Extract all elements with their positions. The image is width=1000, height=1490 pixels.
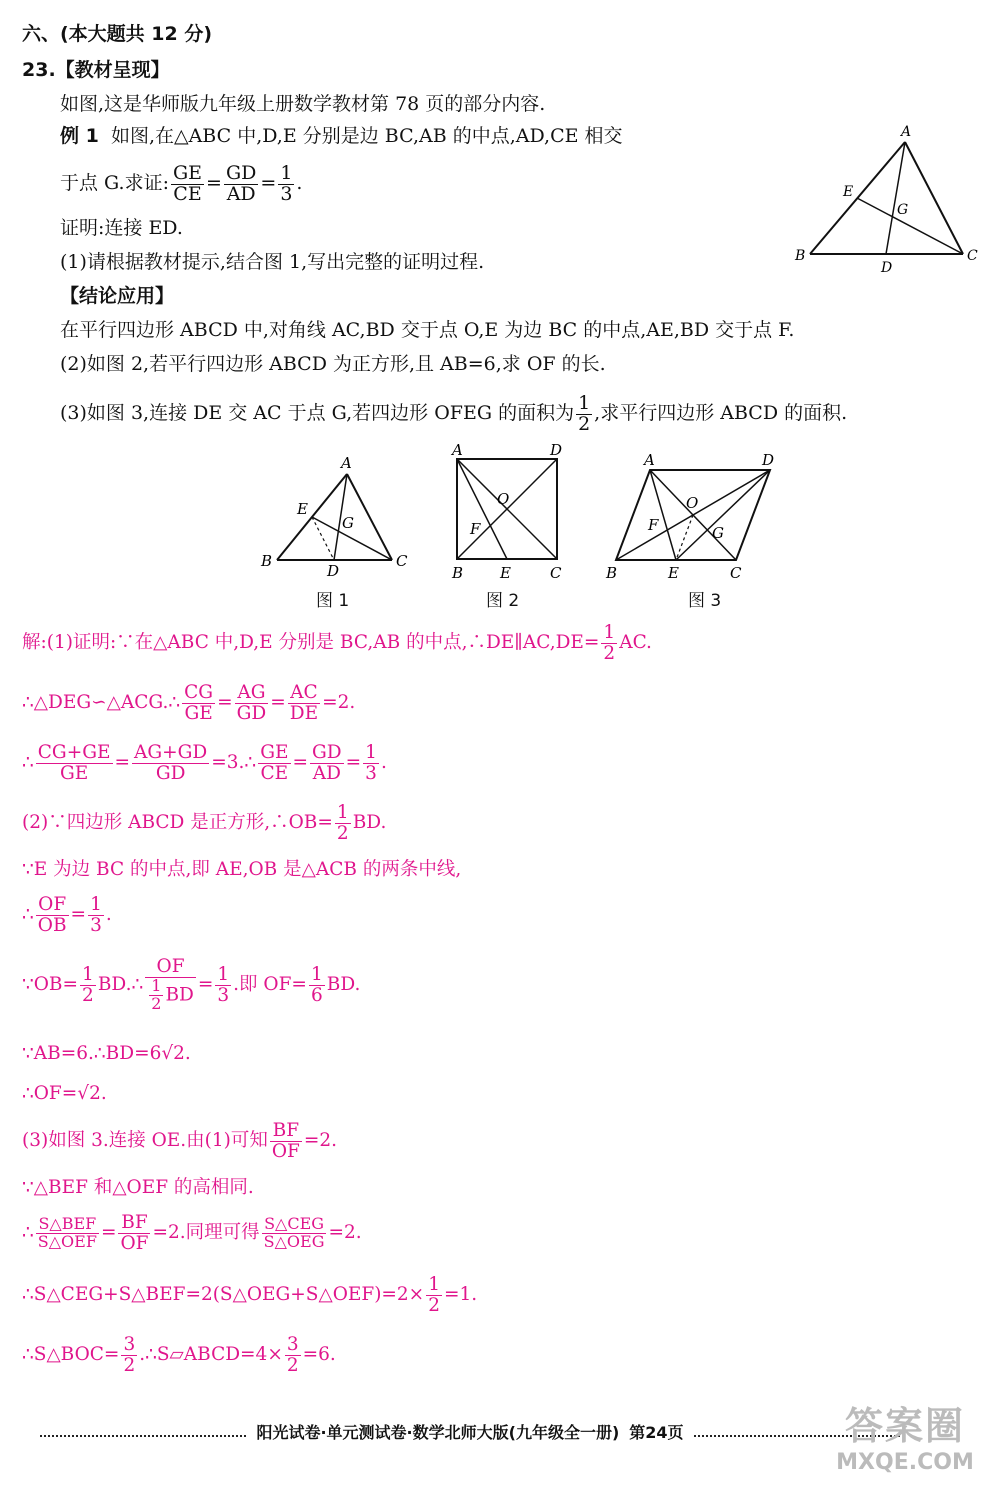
fig1-label-b: B [261, 552, 273, 570]
fraction-gd-ad: $\frac{GD}{AD}$ [225, 161, 257, 205]
fig2-label-b: B [452, 564, 464, 582]
label-a: A [901, 124, 912, 140]
fig2-label-c: C [550, 564, 562, 582]
answer-line-13: ∴S△CEG+S△BEF=2(S△OEG+S△OEF)=2× $\frac{1}{2}$ =1. [22, 1274, 478, 1316]
fraction-ge-ce: $\frac{GE}{CE}$ [172, 161, 203, 205]
fig3-label-g: G [712, 524, 724, 542]
answer-line-11: ∵△BEF 和△OEF 的高相同. [22, 1177, 254, 1198]
example-line [60, 124, 623, 148]
watermark-bottom: MXQE.COM [836, 1450, 974, 1475]
fraction-one-half: $\frac{1}{2}$ [578, 391, 591, 435]
figure-1 [255, 452, 415, 582]
intro-text: 如图,这是华师版九年级上册数学教材第 78 页的部分内容. [60, 93, 546, 115]
watermark [830, 1395, 980, 1480]
watermark-top: 答案圈 [844, 1404, 965, 1448]
answer-line-4: (2)∵四边形 ABCD 是正方形,∴OB= $\frac{1}{2}$ BD. [22, 802, 387, 844]
question-header [22, 58, 170, 82]
fig2-label-o: O [497, 490, 510, 508]
question-number: 23. [22, 59, 56, 81]
answer-line-14: ∴S△BOC= $\frac{3}{2}$ .∴S▱ABCD=4× $\frac{3}{2}$ =6. [22, 1334, 336, 1376]
fig3-label-a: A [644, 451, 655, 469]
fig3-label-b: B [606, 564, 618, 582]
label-e: E [843, 184, 854, 200]
footer-dots-left [40, 1435, 246, 1437]
label-b: B [795, 248, 806, 264]
question-3-post: ,求平行四边形 ABCD 的面积. [594, 402, 848, 424]
page-number: 第24页 [629, 1423, 684, 1442]
question-2: (2)如图 2,若平行四边形 ABCD 为正方形,且 AB=6,求 OF 的长. [60, 353, 606, 375]
example-triangle-figure [785, 118, 985, 278]
prove-prefix: 于点 G.求证: [60, 172, 169, 194]
example-text: 如图,在△ABC 中,D,E 分别是边 BC,AB 的中点,AD,CE 相交 [110, 125, 623, 147]
section-title: 六、(本大题共 12 分) [22, 23, 213, 45]
fig1-label-g: G [342, 514, 354, 532]
example-label: 例 1 [60, 125, 99, 147]
figure-3-caption: 图 3 [688, 591, 722, 611]
question-3-pre: (3)如图 3,连接 DE 交 AC 于点 G,若四边形 OFEG 的面积为 [60, 402, 575, 424]
fig1-label-c: C [396, 552, 408, 570]
question-3 [60, 386, 847, 440]
fig2-label-e: E [500, 564, 511, 582]
fraction-one-third: $\frac{1}{3}$ [280, 161, 293, 205]
figure-3 [600, 450, 790, 584]
proof-line: 证明:连接 ED. [60, 217, 183, 239]
answer-line-2: ∴△DEG∽△ACG.∴ $\frac{CG}{GE}$ = $\frac{AG}{GD}$ = $\frac{AC}{DE}$ =2. [22, 682, 356, 724]
fig1-label-d: D [327, 562, 340, 580]
fig2-label-a: A [452, 442, 463, 459]
footer-text: 阳光试卷·单元测试卷·数学北师大版(九年级全一册) [256, 1423, 620, 1442]
fig1-label-a: A [341, 454, 352, 472]
answer-line-1: 解:(1)证明:∵在△ABC 中,D,E 分别是 BC,AB 的中点,∴DE∥AC,DE= $\frac{1}{2}$ AC. [22, 622, 652, 664]
figure-2-caption: 图 2 [486, 591, 520, 611]
fig3-label-d: D [762, 451, 775, 469]
fig2-label-d: D [550, 442, 563, 459]
answer-line-9: ∴OF=√2. [22, 1083, 107, 1104]
fig3-label-o: O [686, 494, 699, 512]
label-g: G [897, 202, 909, 218]
answer-line-7: ∵OB= $\frac{1}{2}$ BD.∴ OF $\frac{1}{2}$ BD = $\frac{1}{3}$ .即 OF= $\frac{1}{6}$ BD. [22, 956, 361, 1013]
answer-line-12: ∴ $\frac{\text{S△BEF}}{\text{S△OEF}}$ = $\frac{BF}{OF}$ =2.同理可得 $\frac{\text{S△CEG}}{\text{S△OEG}}$ =2. [22, 1212, 362, 1254]
fig2-label-f: F [470, 520, 481, 538]
answer-line-6: ∴ $\frac{OF}{OB}$ = $\frac{1}{3}$ . [22, 894, 112, 936]
figure-1-caption: 图 1 [316, 591, 350, 611]
prove-line: 于点 G.求证: $\frac{GE}{CE}$ = $\frac{GD}{AD}$ = $\frac{1}{3}$ . [60, 161, 303, 205]
label-c: C [967, 248, 978, 264]
fig3-label-f: F [648, 516, 659, 534]
answer-line-8: ∵AB=6.∴BD=6√2. [22, 1043, 191, 1064]
tag-textbook: 【教材呈现】 [55, 59, 170, 81]
tag-application: 【结论应用】 [60, 285, 175, 307]
fig3-label-c: C [730, 564, 742, 582]
condition-text: 在平行四边形 ABCD 中,对角线 AC,BD 交于点 O,E 为边 BC 的中点,AE,BD 交于点 F. [60, 319, 795, 341]
answer-line-5: ∵E 为边 BC 的中点,即 AE,OB 是△ACB 的两条中线, [22, 859, 462, 880]
page-footer [40, 1420, 900, 1443]
fig3-label-e: E [668, 564, 679, 582]
answer-line-3: ∴ $\frac{CG+GE}{GE}$ = $\frac{AG+GD}{GD}$ =3.∴ $\frac{GE}{CE}$ = $\frac{GD}{AD}$ = $\frac{1}{3}$ . [22, 742, 387, 784]
figure-2 [440, 442, 580, 584]
question-1: (1)请根据教材提示,结合图 1,写出完整的证明过程. [60, 251, 485, 273]
answer-line-10: (3)如图 3.连接 OE.由(1)可知 $\frac{BF}{OF}$ =2. [22, 1120, 338, 1162]
label-d: D [881, 260, 893, 276]
fig1-label-e: E [297, 500, 308, 518]
